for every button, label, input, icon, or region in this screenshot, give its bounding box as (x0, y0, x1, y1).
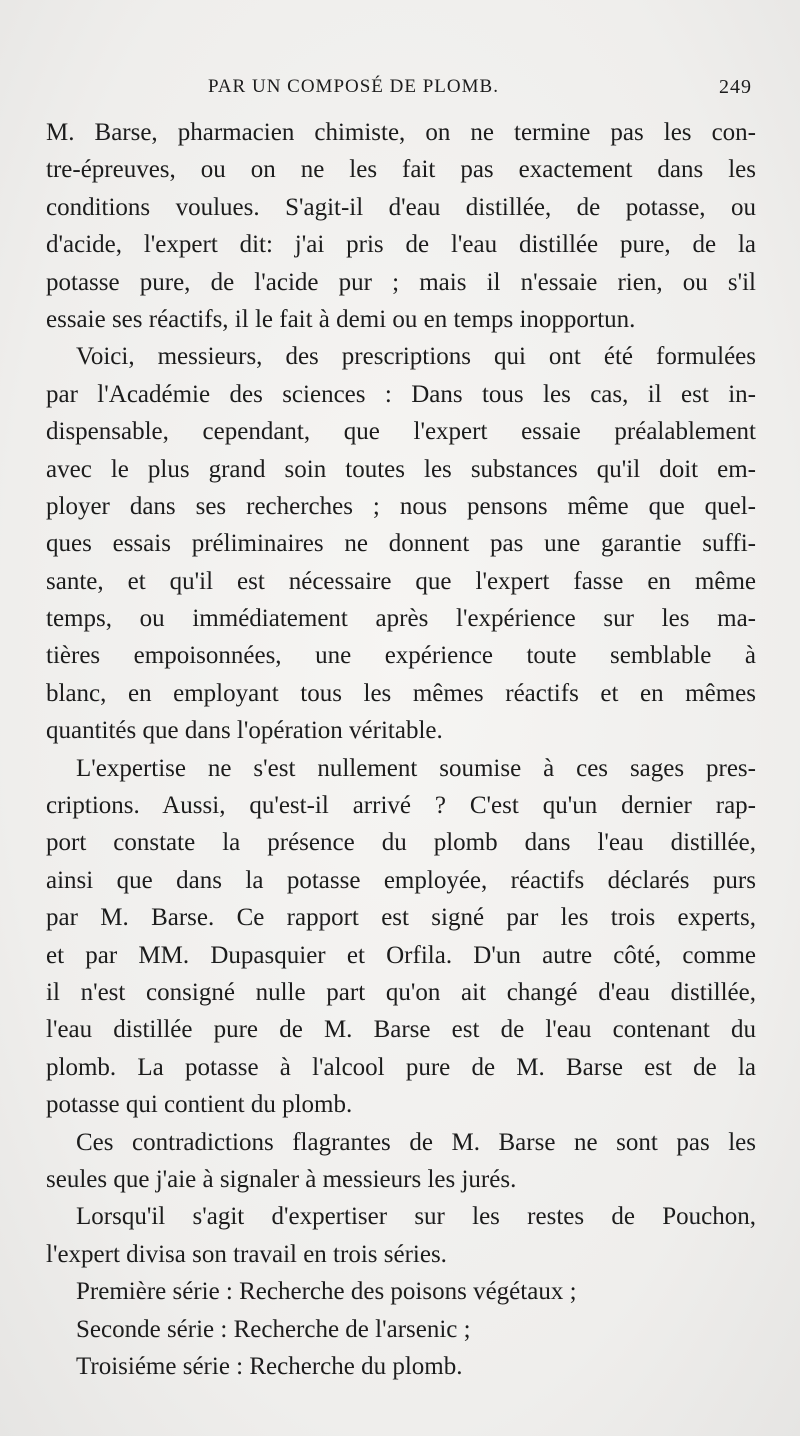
text-line: l'eau distillée pure de M. Barse est de l'eau contenant du (46, 1016, 756, 1044)
text-line: temps, ou immédiatement après l'expérience sur les ma- (46, 605, 756, 633)
text-line: Seconde série : Recherche de l'arsenic ; (76, 1315, 471, 1343)
text-line: sante, et qu'il est nécessaire que l'expert fasse en même (46, 567, 756, 595)
text-line: tières empoisonnées, une expérience toute semblable à (46, 642, 756, 670)
text-line: L'expertise ne s'est nullement soumise à ces sages pres- (76, 754, 756, 782)
text-line: par M. Barse. Ce rapport est signé par les trois experts, (46, 904, 756, 932)
text-line: Ces contradictions flagrantes de M. Barse ne sont pas les (76, 1128, 756, 1156)
text-line: dispensable, cependant, que l'expert essaie préalablement (46, 418, 756, 446)
text-line: M. Barse, pharmacien chimiste, on ne termine pas les con- (46, 119, 756, 146)
text-line: d'acide, l'expert dit: j'ai pris de l'eau distillée pure, de la (46, 231, 756, 259)
text-line: potasse qui contient du plomb. (46, 1091, 353, 1119)
text-line: tre-épreuves, ou on ne les fait pas exactement dans les (46, 156, 756, 184)
text-line: essaie ses réactifs, il le fait à demi ou en temps inopportun. (46, 305, 636, 333)
text-line: seules que j'aie à signaler à messieurs les jurés. (46, 1165, 517, 1193)
text-line: ques essais préliminaires ne donnent pas une garantie suffi- (46, 530, 756, 558)
text-line: ployer dans ses recherches ; nous pensons même que quel- (46, 492, 756, 520)
text-line: criptions. Aussi, qu'est-il arrivé ? C'est qu'un dernier rap- (46, 792, 756, 820)
text-line: Voici, messieurs, des prescriptions qui ont été formulées (76, 343, 756, 371)
text-line: quantités que dans l'opération véritable. (46, 717, 443, 745)
text-line: il n'est consigné nulle part qu'on ait changé d'eau distillée, (46, 978, 756, 1006)
running-head (40, 76, 752, 104)
text-line: potasse pure, de l'acide pur ; mais il n'essaie rien, ou s'il (46, 268, 756, 296)
text-line: Troisiéme série : Recherche du plomb. (76, 1352, 463, 1380)
text-line: blanc, en employant tous les mêmes réactifs et en mêmes (46, 679, 756, 707)
body-text (46, 114, 756, 1385)
text-line: Lorsqu'il s'agit d'expertiser sur les restes de Pouchon, (76, 1203, 756, 1231)
text-line: par l'Académie des sciences : Dans tous les cas, il est in- (46, 380, 756, 408)
text-line: plomb. La potasse à l'alcool pure de M. Barse est de la (46, 1053, 756, 1081)
text-line: port constate la présence du plomb dans l'eau distillée, (46, 829, 756, 857)
running-title: PAR UN COMPOSÉ DE PLOMB. (208, 76, 499, 97)
text-line: et par MM. Dupasquier et Orfila. D'un autre côté, comme (46, 941, 756, 969)
text-line: Première série : Recherche des poisons végétaux ; (76, 1278, 577, 1306)
page-number: 249 (719, 76, 752, 98)
text-line: avec le plus grand soin toutes les substances qu'il doit em- (46, 455, 756, 483)
text-line: ainsi que dans la potasse employée, réactifs déclarés purs (46, 866, 756, 894)
text-line: l'expert divisa son travail en trois séries. (46, 1240, 447, 1268)
text-line: conditions voulues. S'agit-il d'eau distillée, de potasse, ou (46, 193, 756, 221)
